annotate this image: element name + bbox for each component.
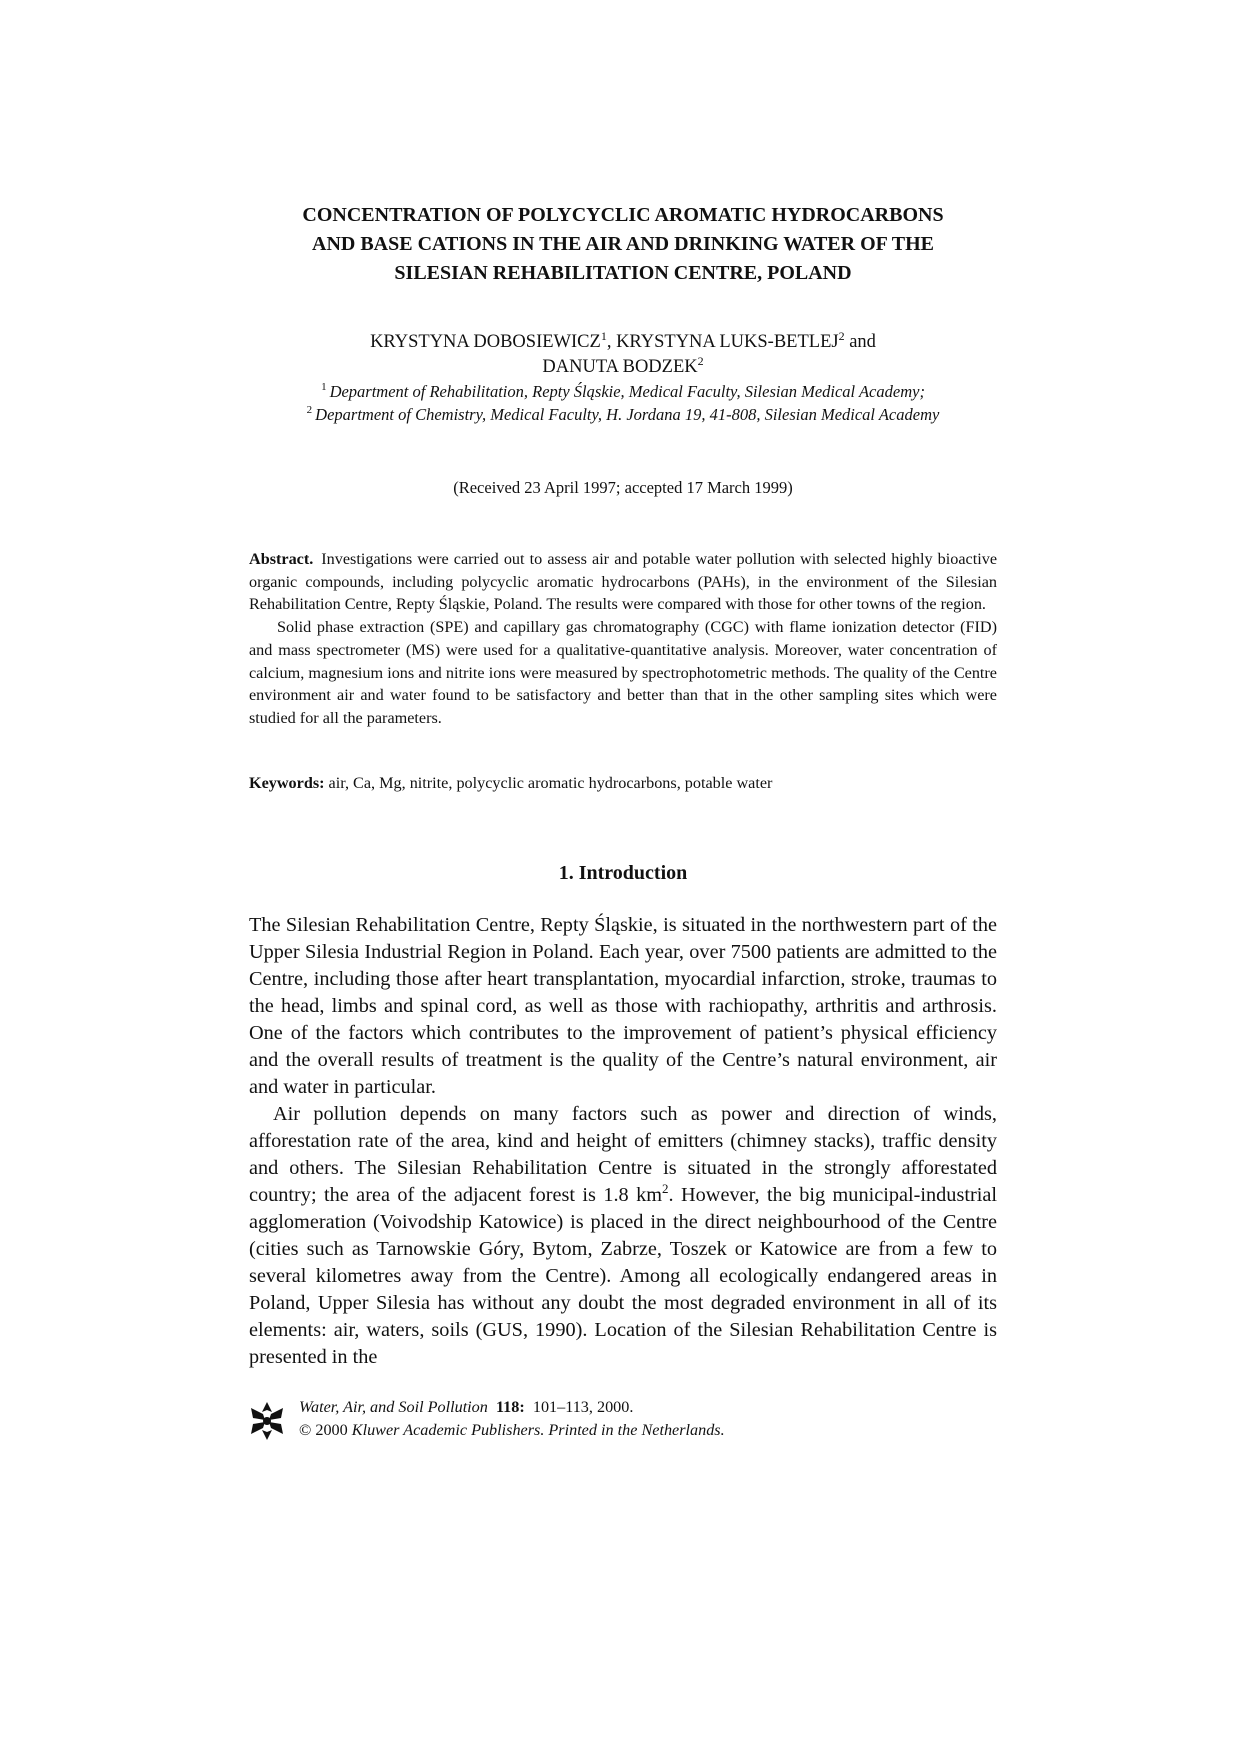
publisher-logo-icon [249, 1400, 285, 1442]
author-line-2 [249, 355, 997, 380]
author-name: KRYSTYNA LUKS-BETLEJ [616, 332, 839, 352]
section-heading-introduction: 1. Introduction [558, 862, 688, 884]
abstract [249, 548, 997, 730]
copyright-notice: © 2000 [299, 1421, 348, 1439]
abstract-paragraph-2: Solid phase extraction (SPE) and capillary gas chromatography (CGC) with flame ionization detector (FID) and mass spectrometer (MS) were used for a qualitative-quantitative analysis. Moreover, water concentration of calcium, magnesium ions and nitrite ions were measured by spectrophotometric methods. The quality of the Centre environment air and water found to be satisfactory and better than that in the other sampling sites which were studied for all the parameters. [249, 618, 997, 727]
author-affiliation-mark: 1 [600, 329, 607, 343]
citation-line-1 [299, 1396, 725, 1419]
title-line-3: SILESIAN REHABILITATION CENTRE, POLAND [394, 262, 852, 284]
journal-volume: 118: [495, 1398, 525, 1416]
body-paragraph-1: The Silesian Rehabilitation Centre, Repty Śląskie, is situated in the northwestern part of the Upper Silesia Industrial Region in Poland. Each year, over 7500 patients are admitted to the Centre, including those after heart transplantation, myocardial infarction, stroke, traumas to the head, limbs and spinal cord, as well as those with rachiopathy, arthritis and arthrosis. One of the factors which contributes to the improvement of patient’s physical efficiency and the overall results of treatment is the quality of the Centre’s natural environment, air and water in particular. [249, 914, 997, 1098]
superscript-exponent: 2 [662, 1181, 669, 1196]
author-separator: , [606, 332, 617, 352]
affiliation-text: Department of Chemistry, Medical Faculty, H. Jordana 19, 41-808, Silesian Medical Academy [315, 405, 940, 424]
keywords-text: air, Ca, Mg, nitrite, polycyclic aromatic hydrocarbons, potable water [328, 774, 773, 792]
journal-name: Water, Air, and Soil Pollution [299, 1398, 488, 1416]
introduction-body [249, 912, 997, 1371]
body-paragraph-2 [249, 1101, 997, 1371]
abstract-paragraph-1 [249, 548, 997, 616]
author-list [249, 330, 997, 380]
body-text-segment: . However, the big municipal-industrial agglomeration (Voivodship Katowice) is placed in the direct neighbourhood of the Centre (cities such as Tarnowskie Góry, Bytom, Zabrze, Toszek or Katowice are from a few to several kilometres away from the Centre). Among all ecologically endangered areas in Poland, Upper Silesia has without any doubt the most degraded environment in all of its elements: air, waters, soils (GUS, 1990). Location of the Silesian Rehabilitation Centre is presented in the [249, 1184, 997, 1368]
paper-title [249, 201, 997, 288]
affiliation-list [249, 380, 997, 426]
author-line-1 [249, 330, 997, 355]
author-affiliation-mark: 2 [697, 354, 704, 368]
author-name: DANUTA BODZEK [542, 357, 698, 377]
affiliation-text: Department of Rehabilitation, Repty Śląskie, Medical Faculty, Silesian Medical Academy; [329, 382, 925, 401]
citation-line-2 [299, 1419, 725, 1442]
received-dates: (Received 23 April 1997; accepted 17 March 1999) [453, 478, 793, 497]
affiliation-1 [249, 380, 997, 403]
author-conjunction: and [844, 332, 876, 352]
keywords [249, 772, 997, 794]
affiliation-number: 1 [321, 381, 327, 393]
journal-pages: 101–113, 2000. [532, 1398, 634, 1416]
author-name: KRYSTYNA DOBOSIEWICZ [370, 332, 601, 352]
title-line-1: CONCENTRATION OF POLYCYCLIC AROMATIC HYDROCARBONS [302, 204, 944, 226]
body-text-segment: Air pollution depends on many factors such as power and direction of winds, afforestation rate of the area, kind and height of emitters (chimney stacks), traffic density and others. The Silesian Rehabilitation Centre is situated in the strongly afforestated country; the area of the adjacent forest is 1.8 km [249, 1103, 997, 1206]
keywords-label: Keywords: [249, 774, 325, 792]
abstract-text: Investigations were carried out to assess air and potable water pollution with selected highly bioactive organic compounds, including polycyclic aromatic hydrocarbons (PAHs), in the environment of the Silesian Rehabilitation Centre, Repty Śląskie, Poland. The results were compared with those for other towns of the region. [249, 550, 997, 614]
publisher-name: Kluwer Academic Publishers. Printed in the Netherlands. [351, 1421, 725, 1439]
abstract-label: Abstract. [249, 550, 314, 568]
journal-footer [249, 1396, 997, 1446]
affiliation-number: 2 [306, 404, 313, 416]
journal-citation [299, 1396, 725, 1442]
author-affiliation-mark: 2 [838, 329, 845, 343]
affiliation-2 [249, 403, 997, 426]
title-line-2: AND BASE CATIONS IN THE AIR AND DRINKING WATER OF THE [312, 233, 934, 255]
